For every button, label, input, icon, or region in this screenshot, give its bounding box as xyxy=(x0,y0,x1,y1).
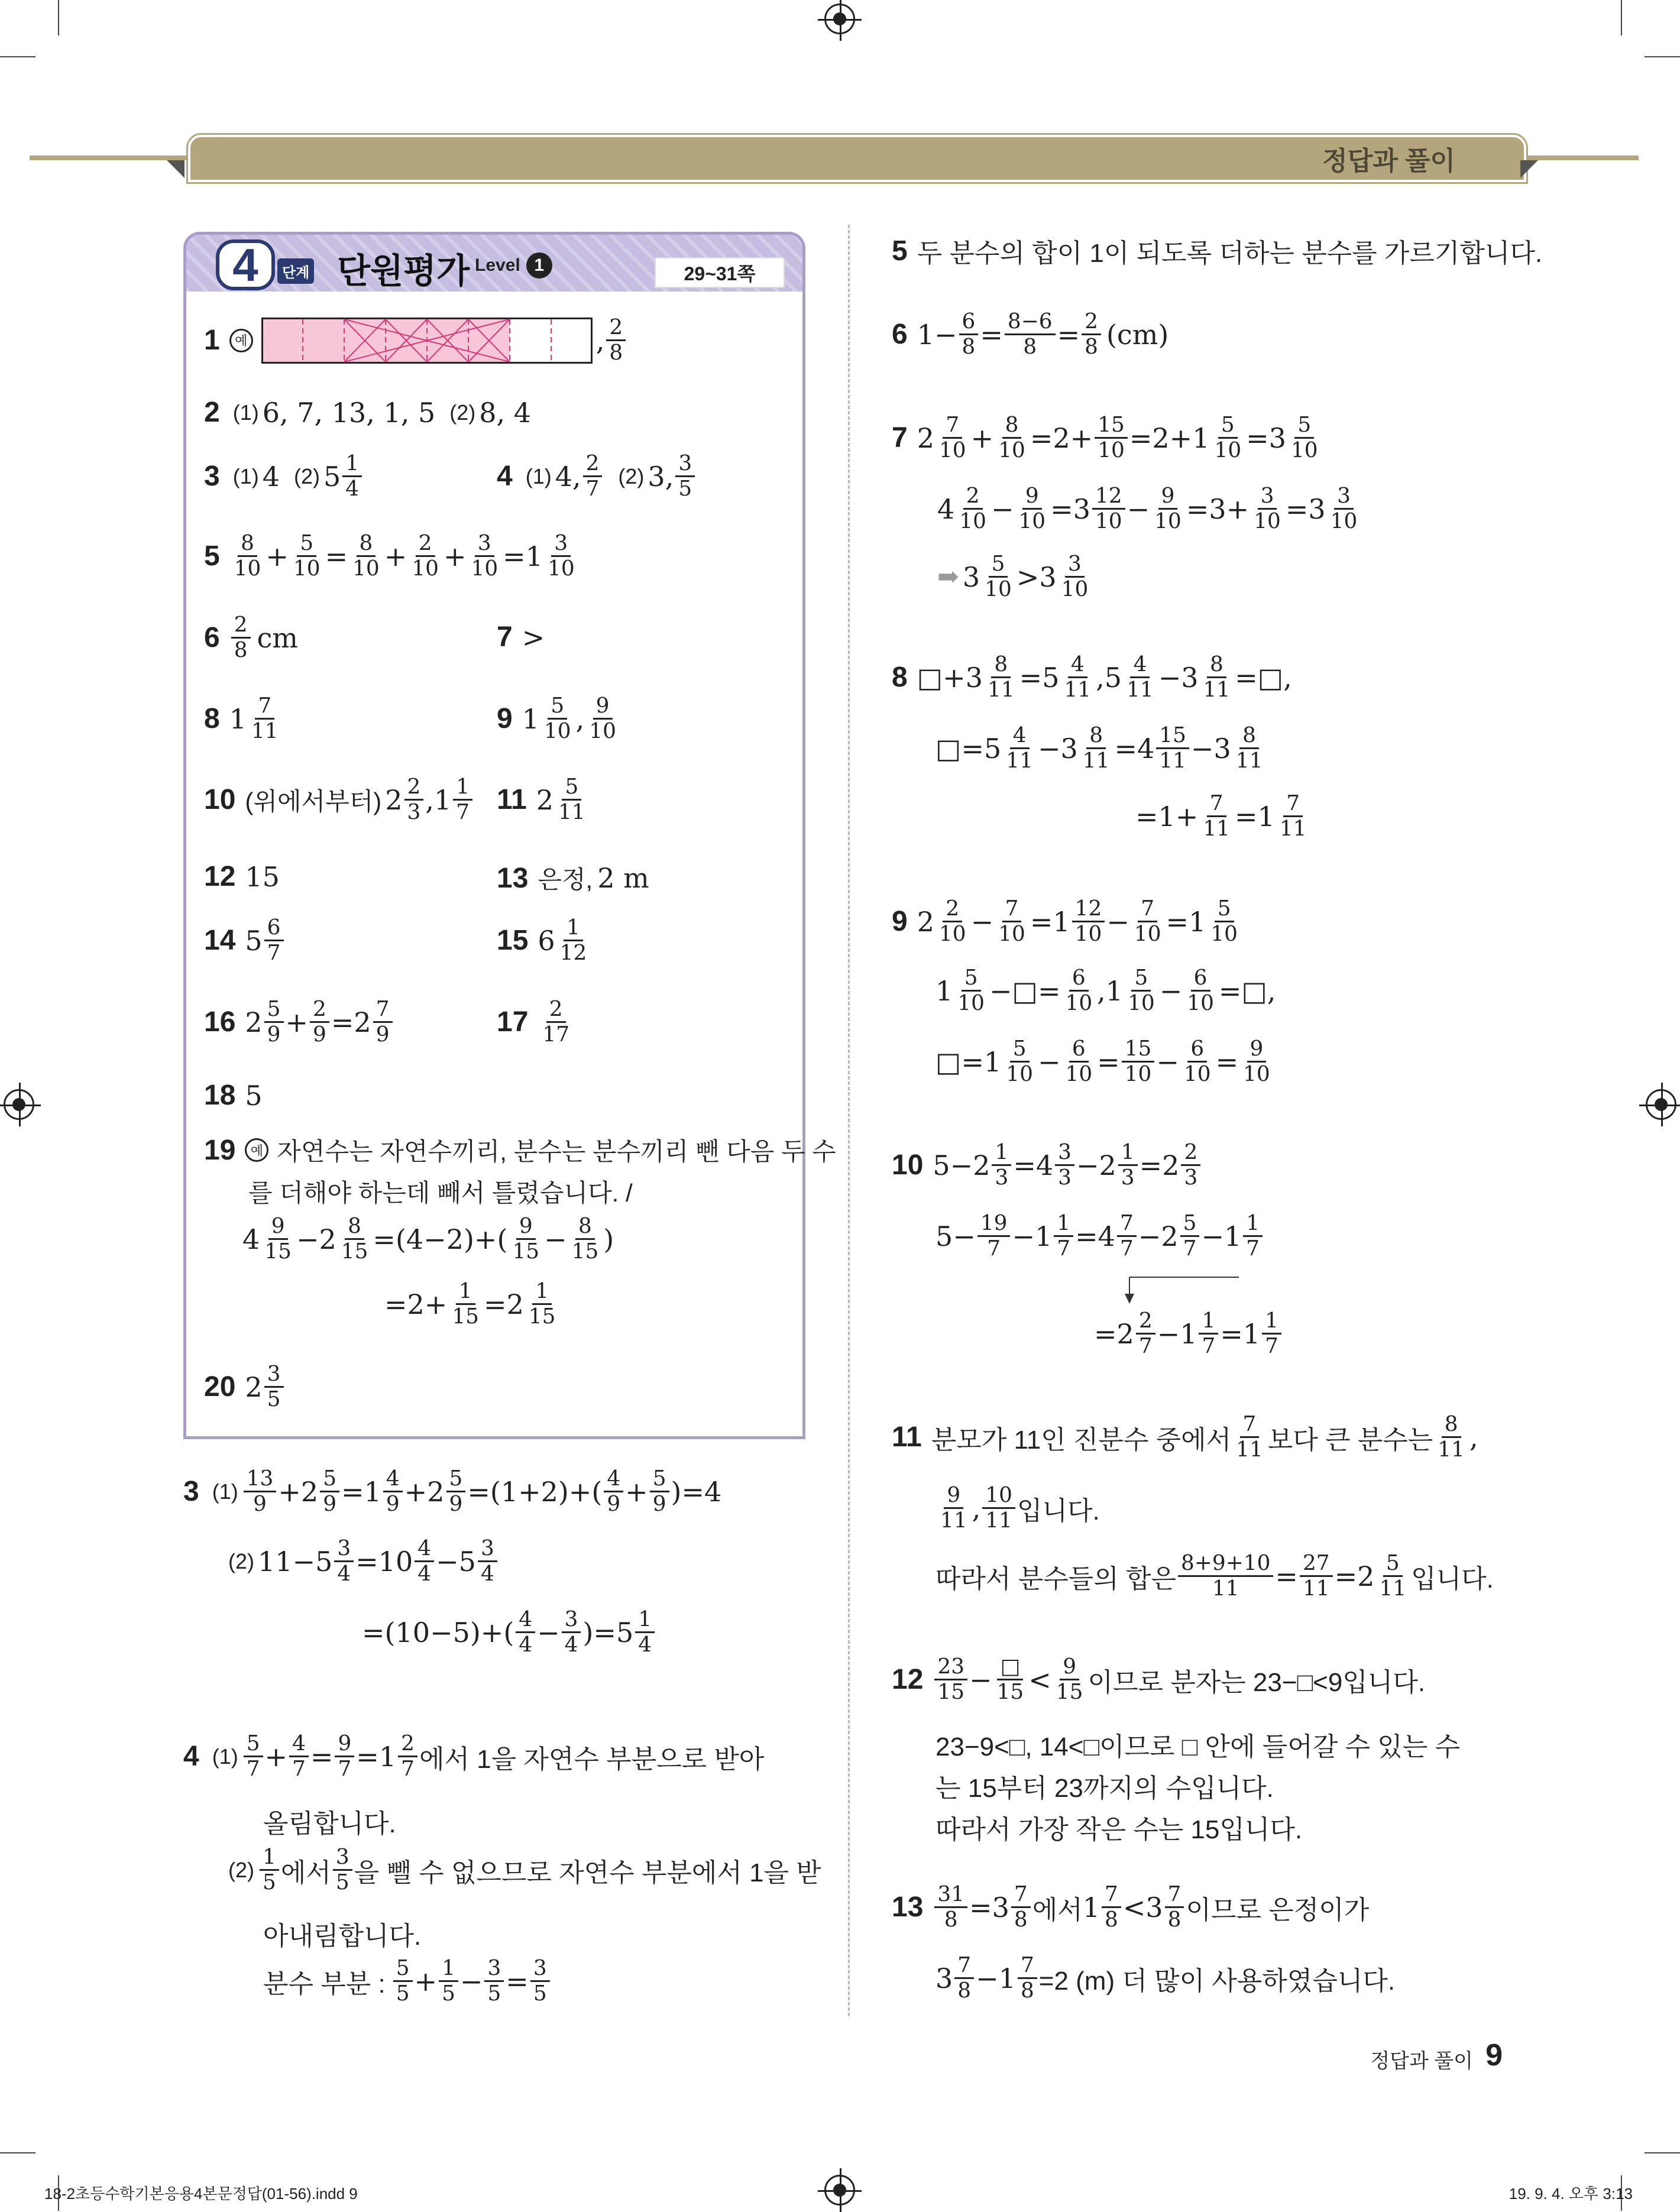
solution-r8-line2: □= 5 4 11 − 3 8 11 = 4 15 11 − 3 8 11 xyxy=(936,723,1263,773)
answer-4: 4 (1) 4, 2 7 (2) 3, 3 5 xyxy=(497,452,697,500)
solution-r8-line1: 8 □+ 3 8 11 = 5 4 11 , 5 4 11 − 3 8 11 =□, xyxy=(892,652,1292,702)
level-indicator xyxy=(475,252,552,278)
solution-r9-line3: □= 1 5 10 − 6 10 = 15 10 − 6 10 = 9 10 xyxy=(936,1037,1270,1087)
solution-4-2c: 분수 부분 : 5 5 + 1 5 − 3 5 = 3 5 xyxy=(263,1957,552,2005)
answer-8: 8 1 7 11 xyxy=(204,694,279,744)
crop-mark xyxy=(1645,56,1680,57)
solution-r7-line1: 7 2 7 10 + 8 10 =2+ 15 10 =2+ 1 5 10 = 3 5 10 xyxy=(892,413,1318,463)
registration-mark-icon xyxy=(824,2175,855,2205)
arrow-right-icon: ➡ xyxy=(937,562,959,592)
level-label: Level xyxy=(475,255,520,275)
answer-7: 7 > xyxy=(497,621,545,653)
solution-r11-line3: 따라서 분수들의 합은 8+9+10 11 = 27 11 = 2 5 11 입니다. xyxy=(936,1551,1494,1601)
stage-badge: 단계 xyxy=(277,258,314,284)
solution-r10-line1: 10 5− 2 1 3 = 4 3 3 − 2 1 3 = 2 2 3 xyxy=(892,1141,1202,1189)
solution-r7-line3: ➡ 3 5 10 > 3 3 10 xyxy=(937,552,1089,602)
answer-19-line2: 를 더해야 하는데 빼서 틀렸습니다. / xyxy=(248,1179,633,1207)
answer-15: 15 6 1 12 xyxy=(497,915,587,966)
answer-19-eq2: =2+ 1 15 = 2 1 15 xyxy=(384,1279,556,1329)
answer-3: 3 (1) 4 (2) 5 1 4 xyxy=(204,452,364,500)
answer-14: 14 5 6 7 xyxy=(204,916,286,964)
answer-9: 9 1 5 10 , 9 10 xyxy=(497,694,616,744)
fraction-strip-diagram xyxy=(261,318,593,364)
box-header xyxy=(186,235,802,292)
crop-mark xyxy=(1645,2152,1680,2153)
answer-5: 5 8 10 + 5 10 = 8 10 + 2 10 + 3 10 = 1 3 10 xyxy=(204,531,575,581)
answer-11: 11 2 5 11 xyxy=(497,775,585,825)
solution-r12-line3: 는 15부터 23까지의 수입니다. xyxy=(936,1774,1274,1803)
solution-4-1b: 올림합니다. xyxy=(263,1809,396,1838)
solution-3-2: (2) 11− 5 3 4 = 10 4 4 − 5 3 4 xyxy=(225,1537,499,1585)
print-date: 19. 9. 4. 오후 3:13 xyxy=(1509,2185,1633,2203)
file-slug: 18-2초등수학기본응용4본문정답(01-56).indd 9 xyxy=(44,2185,358,2203)
crop-mark xyxy=(0,56,35,57)
solution-r13-line2: 3 7 8 − 1 7 8 =2 (m) 더 많이 사용하였습니다. xyxy=(936,1953,1396,2003)
answer-13: 13 은정, 2 m xyxy=(497,862,649,894)
answer-17: 17 2 17 xyxy=(497,997,570,1047)
solution-3-2b: =(10−5)+( 4 4 − 3 4 )= 5 1 4 xyxy=(362,1608,656,1656)
solution-4-2: (2) 1 5 에서 3 5 을 뺄 수 없으므로 자연수 부분에서 1을 받 xyxy=(228,1845,821,1895)
answer-20: 20 2 3 5 xyxy=(204,1363,286,1411)
crop-mark xyxy=(0,2152,35,2153)
solution-3-1: 3 (1) 13 9 + 2 5 9 = 1 4 9 + 2 5 9 =(1+2)+( 4 9 + 5 9 )=4 xyxy=(183,1466,722,1517)
solution-r6: 6 1− 6 8 = 8−6 8 = 2 8 (cm) xyxy=(892,309,1169,360)
crop-mark xyxy=(1621,0,1622,35)
answer-19-eq1: 4 9 15 − 2 8 15 =(4−2)+( 9 15 − 8 15 ) xyxy=(242,1214,614,1264)
solution-r8-line3: =1+ 7 11 = 1 7 11 xyxy=(1135,791,1307,841)
solution-r12-line2: 23−9<□, 14<□이므로 □ 안에 들어갈 수 있는 수 xyxy=(936,1732,1461,1761)
solution-r9-line1: 9 2 2 10 − 7 10 = 1 12 10 − 7 10 = 1 5 10 xyxy=(892,896,1238,947)
footer-label: 정답과 풀이 xyxy=(1370,2050,1473,2072)
registration-mark-icon xyxy=(1646,1089,1676,1120)
page-range: 29~31쪽 xyxy=(655,257,785,288)
solution-4-2b: 아내림합니다. xyxy=(263,1922,422,1951)
fraction: 2 8 xyxy=(606,316,626,364)
answer-12: 12 15 xyxy=(204,860,280,893)
registration-mark-icon xyxy=(824,4,855,34)
answer-2: 2 (1) 6, 7, 13, 1, 5 (2) 8, 4 xyxy=(204,396,532,429)
level-number: 1 xyxy=(526,252,552,278)
box-title: 단원평가 xyxy=(337,252,470,290)
answer-19: 19 예 자연수는 자연수끼리, 분수는 분수끼리 뺀 다음 두 수 xyxy=(204,1134,836,1166)
crop-mark xyxy=(58,0,59,35)
header-corner xyxy=(1520,160,1538,178)
solution-r13-line1: 13 31 8 = 3 7 8 에서 1 7 8 < 3 7 8 이므로 은정이가 xyxy=(892,1882,1370,1932)
solution-r11-line2: 9 11 , 10 11 입니다. xyxy=(940,1483,1100,1533)
answer-6: 6 2 8 cm xyxy=(204,613,298,663)
solution-r9-line2: 1 5 10 −□= 6 10 , 1 5 10 − 6 10 =□, xyxy=(936,966,1276,1016)
solution-r11-line1: 11 분모가 11인 진분수 중에서 7 11 보다 큰 분수는 8 11 , xyxy=(892,1412,1478,1462)
page-number: 9 xyxy=(1485,2038,1503,2072)
solution-r7-line2: 4 2 10 − 9 10 = 3 12 10 − 9 10 =3+ 3 10 = 3 3 10 xyxy=(937,484,1358,534)
solution-r10-line2: 5− 19 7 − 1 1 7 = 4 7 7 − 2 5 7 − 1 1 7 xyxy=(936,1212,1264,1260)
stage-number: 4 xyxy=(216,239,275,290)
solution-r10-line3: = 2 2 7 − 1 1 7 = 1 1 7 xyxy=(1094,1310,1283,1358)
header-title: 정답과 풀이 xyxy=(1322,147,1455,176)
bracket-arrow-icon xyxy=(1124,1271,1242,1307)
header-corner xyxy=(167,160,184,178)
answer-18: 18 5 xyxy=(204,1079,263,1112)
answer-1: 1 예 , 2 8 xyxy=(204,316,627,364)
answer-16: 16 2 5 9 + 2 9 = 2 7 9 xyxy=(204,998,394,1046)
solution-4-1: 4 (1) 5 7 + 4 7 = 9 7 = 1 2 7 에서 1을 자연수 부분으로 받아 xyxy=(183,1731,765,1782)
column-divider xyxy=(848,225,850,2016)
solution-r12-line4: 따라서 가장 작은 수는 15입니다. xyxy=(936,1815,1303,1844)
answer-10: 10 (위에서부터) 2 2 3 , 1 1 7 xyxy=(204,776,474,824)
solution-r5: 5 두 분수의 합이 1이 되도록 더하는 분수를 가르기합니다. xyxy=(892,235,1543,268)
solution-r12-line1: 12 23 15 − □ 15 < 9 15 이므로 분자는 23−□<9입니다. xyxy=(892,1654,1426,1705)
registration-mark-icon xyxy=(4,1089,34,1120)
